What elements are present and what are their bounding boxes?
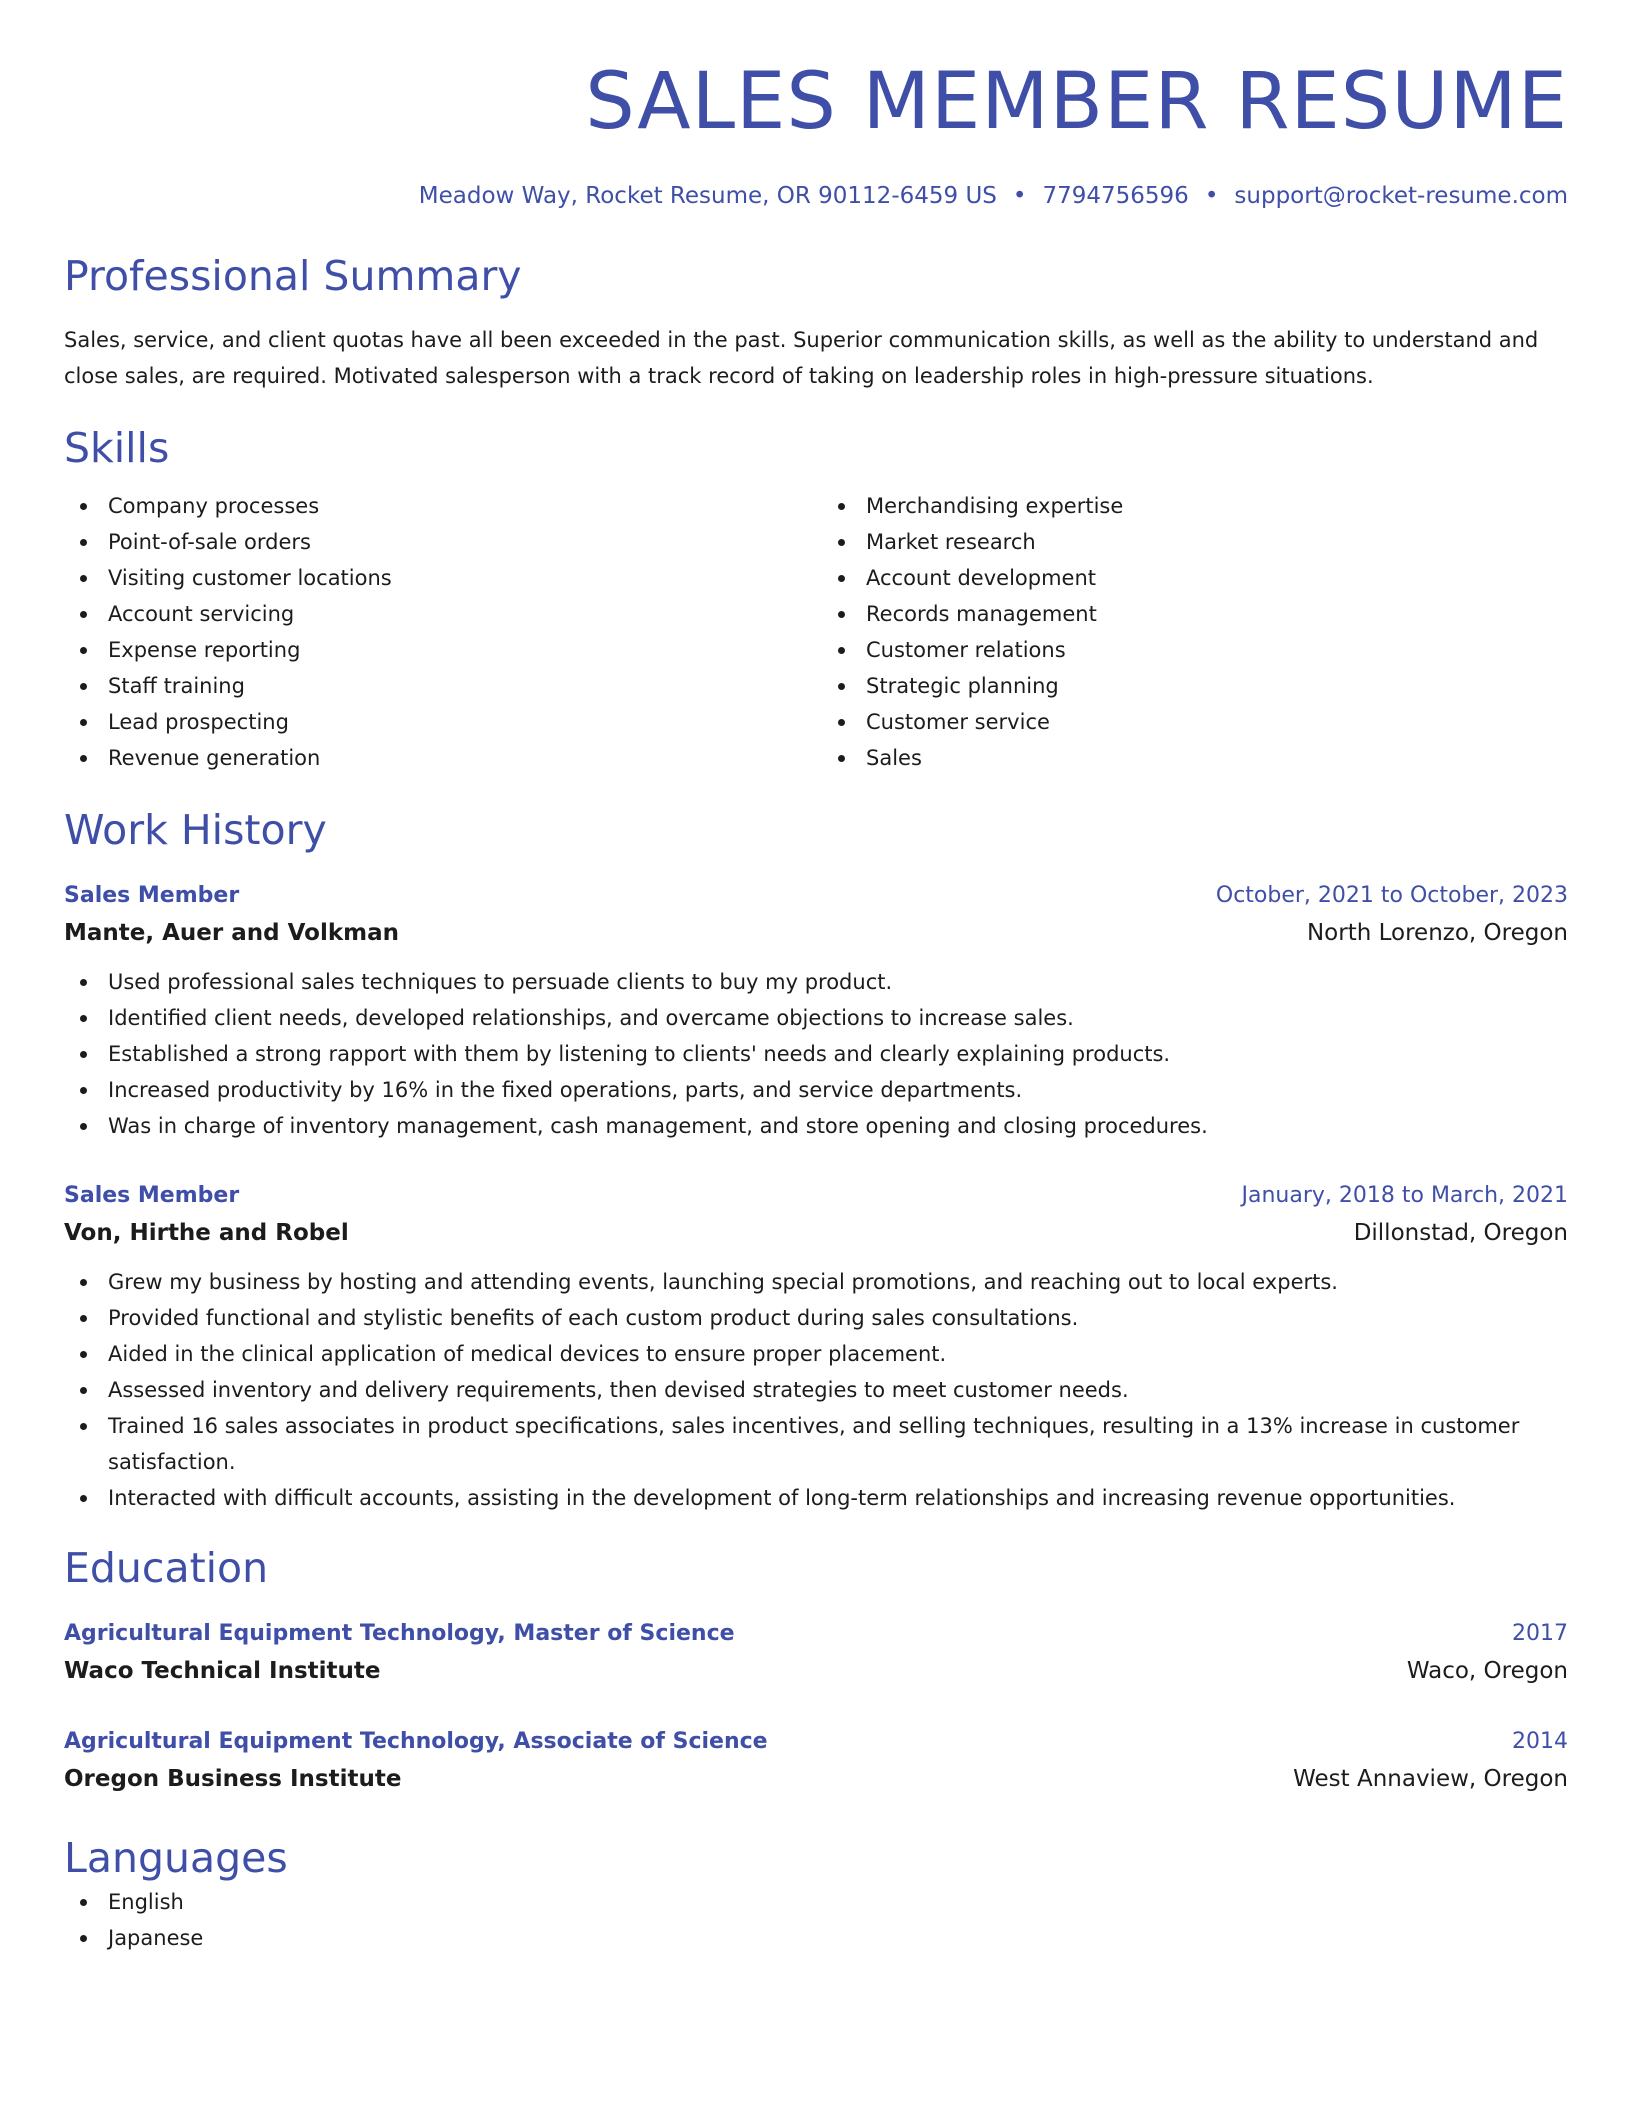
section-heading: Languages <box>64 1834 288 1882</box>
section-heading: Skills <box>64 424 170 472</box>
job-duty: Provided functional and stylistic benefits of each custom product during sales consultations. <box>64 1300 1568 1336</box>
education-entry <box>64 1724 1568 1798</box>
job-duty: Aided in the clinical application of medical devices to ensure proper placement. <box>64 1336 1568 1372</box>
resume-title: SALES MEMBER RESUME <box>585 57 1568 147</box>
contact-separator: • <box>1012 183 1027 209</box>
contact-address: Meadow Way, Rocket Resume, OR 90112-6459 US <box>418 183 997 209</box>
education-year: 2017 <box>1512 1621 1568 1646</box>
summary-text: Sales, service, and client quotas have all been exceeded in the past. Superior communication skills, as well as the ability to understand and close sales, are required. Motivated salesperson with a track record of taking on leadership roles in high-pressure situations. <box>64 328 1539 388</box>
section-work-history <box>64 804 1568 1516</box>
skill-item: Point-of-sale orders <box>64 524 810 560</box>
section-languages <box>64 1832 1568 1956</box>
education-entry <box>64 1616 1568 1690</box>
job-duty: Grew my business by hosting and attending events, launching special promotions, and reaching out to local experts. <box>64 1264 1568 1300</box>
job-duty: Established a strong rapport with them by listening to clients' needs and clearly explaining products. <box>64 1036 1568 1072</box>
job-company-row <box>64 1214 1568 1252</box>
skill-item: Market research <box>822 524 1568 560</box>
skill-item: Account servicing <box>64 596 810 632</box>
skills-list-left <box>64 488 810 776</box>
job-location: North Lorenzo, Oregon <box>1306 920 1568 946</box>
skill-item: Customer service <box>822 704 1568 740</box>
job-role: Sales Member <box>64 883 240 908</box>
job-role: Sales Member <box>64 1183 240 1208</box>
job-duty: Interacted with difficult accounts, assisting in the development of long-term relationships and increasing revenue opportunities. <box>64 1480 1568 1516</box>
job-duty: Was in charge of inventory management, cash management, and store opening and closing procedures. <box>64 1108 1568 1144</box>
languages-list <box>64 1884 1568 1956</box>
job-duty: Identified client needs, developed relationships, and overcame objections to increase sales. <box>64 1000 1568 1036</box>
section-skills <box>64 422 1568 776</box>
education-school-row <box>64 1652 1568 1690</box>
language-item: English <box>64 1884 1568 1920</box>
contact-email: support@rocket-resume.com <box>1234 183 1568 209</box>
job-title-row <box>64 1178 1568 1214</box>
skill-item: Sales <box>822 740 1568 776</box>
education-degree-row <box>64 1616 1568 1652</box>
section-heading: Education <box>64 1544 269 1592</box>
skill-item: Revenue generation <box>64 740 810 776</box>
education-school: Waco Technical Institute <box>64 1658 381 1684</box>
education-degree: Agricultural Equipment Technology, Associate of Science <box>64 1729 768 1754</box>
skill-item: Company processes <box>64 488 810 524</box>
skills-columns <box>64 488 1568 776</box>
section-heading: Professional Summary <box>64 252 522 300</box>
education-year: 2014 <box>1512 1729 1568 1754</box>
section-education <box>64 1542 1568 1798</box>
job-location: Dillonstad, Oregon <box>1353 1220 1568 1246</box>
skill-item: Account development <box>822 560 1568 596</box>
skill-item: Expense reporting <box>64 632 810 668</box>
skill-item: Staff training <box>64 668 810 704</box>
contact-line <box>64 180 1568 212</box>
job-title-row <box>64 878 1568 914</box>
section-heading: Work History <box>64 806 327 854</box>
job-dates: October, 2021 to October, 2023 <box>1215 883 1568 908</box>
skill-item: Visiting customer locations <box>64 560 810 596</box>
job-company: Von, Hirthe and Robel <box>64 1220 349 1246</box>
job-entry <box>64 878 1568 1144</box>
education-degree: Agricultural Equipment Technology, Master of Science <box>64 1621 735 1646</box>
skill-item: Customer relations <box>822 632 1568 668</box>
skill-item: Lead prospecting <box>64 704 810 740</box>
skills-list-right <box>810 488 1568 776</box>
education-degree-row <box>64 1724 1568 1760</box>
education-location: Waco, Oregon <box>1406 1658 1568 1684</box>
job-dates: January, 2018 to March, 2021 <box>1241 1183 1568 1208</box>
job-entry <box>64 1178 1568 1516</box>
education-location: West Annaview, Oregon <box>1293 1766 1568 1792</box>
education-school: Oregon Business Institute <box>64 1766 402 1792</box>
job-duty: Assessed inventory and delivery requirements, then devised strategies to meet customer needs. <box>64 1372 1568 1408</box>
section-summary <box>64 250 1568 394</box>
skill-item: Strategic planning <box>822 668 1568 704</box>
job-duty: Trained 16 sales associates in product specifications, sales incentives, and selling techniques, resulting in a 13% increase in customer satisfaction. <box>64 1408 1568 1480</box>
skill-item: Merchandising expertise <box>822 488 1568 524</box>
education-school-row <box>64 1760 1568 1798</box>
contact-separator: • <box>1204 183 1219 209</box>
contact-phone: 7794756596 <box>1042 183 1189 209</box>
job-duties <box>64 964 1568 1144</box>
job-duty: Used professional sales techniques to persuade clients to buy my product. <box>64 964 1568 1000</box>
job-duties <box>64 1264 1568 1516</box>
job-company-row <box>64 914 1568 952</box>
language-item: Japanese <box>64 1920 1568 1956</box>
job-company: Mante, Auer and Volkman <box>64 920 399 946</box>
skill-item: Records management <box>822 596 1568 632</box>
job-duty: Increased productivity by 16% in the fixed operations, parts, and service departments. <box>64 1072 1568 1108</box>
